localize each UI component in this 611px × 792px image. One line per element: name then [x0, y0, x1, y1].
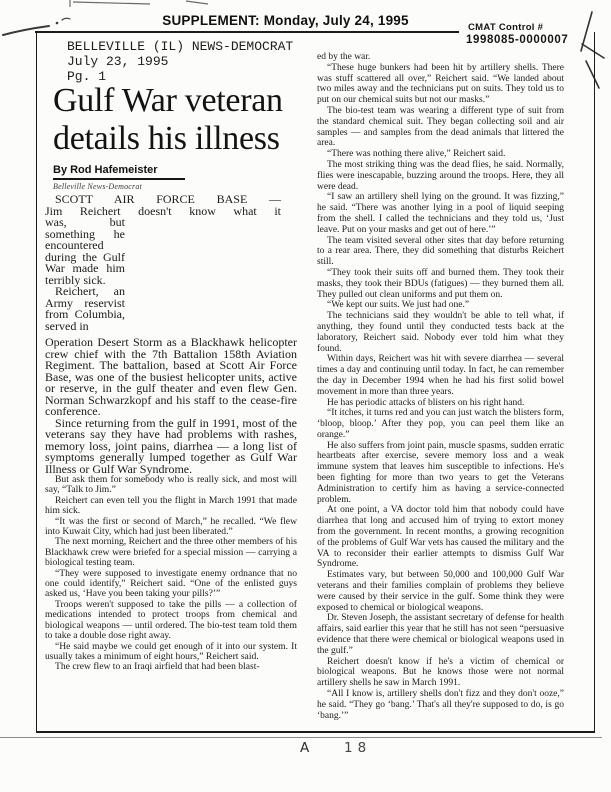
article-paragraph: Reichert can even tell you the flight in March 1991 that made him sick. — [45, 494, 297, 517]
article-paragraph: Jim Reichert doesn't know what it — [45, 203, 281, 218]
source-info-block — [67, 39, 293, 85]
byline: By Rod Hafemeister — [53, 164, 158, 176]
article-paragraph: The most striking thing was the dead flies, he said. Normally, flies were inescapable, buzzing around the troops. Here, they all were dead. — [317, 159, 564, 192]
narrow-text-column — [45, 217, 125, 332]
scan-edge-artifacts — [70, 0, 208, 7]
article-paragraph: Within days, Reichert was hit with severe diarrhea — several times a day and continuing until today. In fact, he can remember the day in December 1994 when he had his first solid bowel movement in more than three years. — [317, 354, 564, 397]
photo-wrap-region — [45, 217, 281, 337]
article-paragraph: The next morning, Reichert and the three other members of his Blackhawk crew were briefed for a special mission — carrying a biological testing team. — [45, 536, 297, 569]
source-name: BELLEVILLE (IL) NEWS-DEMOCRAT — [67, 39, 294, 54]
article-paragraph: “All I know is, artillery shells don't fizz and they don't ooze,” he said. “They go ‘bang.’ That's all they're supposed to do, is go ‘bang.’” — [317, 689, 564, 721]
article-paragraph: The bio-test team was wearing a different type of suit from the standard chemical suit. They began collecting soil and air samples — and samples from the dead animals that littered the area. — [317, 105, 564, 149]
right-column — [317, 52, 564, 721]
headline — [53, 82, 283, 158]
headline-line-2: details his illness — [53, 120, 280, 157]
article-paragraph: Estimates vary, but between 50,000 and 100,000 Gulf War veterans and their families complain of problems they believe were caused by their service in the gulf. Some think they were exposed to chemical or biological weapons. — [317, 570, 564, 613]
cmat-label: CMAT Control # — [468, 22, 544, 33]
article-paragraph: Dr. Steven Joseph, the assistant secretary of defense for health affairs, said earlier this year that he still has not seen “persuasive evidence that there were chemical or biological weapons used in the gulf.” — [317, 613, 564, 656]
article-paragraph: “There was nothing there alive,” Reichert said. — [327, 149, 506, 160]
scan-bottom-line — [0, 737, 602, 738]
article-paragraph: But ask them for somebody who is really sick, and most will say, “Talk to Jim.” — [45, 474, 297, 496]
lede-section — [45, 194, 297, 475]
article-paragraph: The technicians said they wouldn't be able to tell what, if anything, they found until they conducted tests back at the laboratory, Reichert said. Nobody ever told him what they found. — [317, 311, 564, 354]
source-page: Pg. 1 — [67, 69, 107, 85]
left-column — [45, 194, 297, 673]
article-paragraph: “He said maybe we could get enough of it into our system. It usually takes a minimum of eight hours,” Reichert said. — [45, 640, 297, 662]
article-paragraph: At one point, a VA doctor told him that nobody could have diarrhea that long and accused him of trying to extort money from the government. In recent months, a growing recognition of the problems of Gulf War vets has caused the military and the VA to reconsider their earlier attempts to dismiss Gulf War Syndrome. — [317, 505, 564, 570]
article-paragraph: Reichert doesn't know if he's a victim of chemical or biological weapons. But he knows those were not normal artillery shells he saw in March 1991. — [317, 656, 564, 689]
article-paragraph: The team visited several other sites that day before returning to a rear area. There, they did something that disturbs Reichert still. — [317, 235, 564, 268]
article-paragraph: “They took their suits off and burned them. They took their masks, they took their BDUs (fatigues) — they burned them all. They pulled out clean uniforms and put them on. — [317, 267, 564, 300]
article-paragraph: “They were supposed to investigate enemy ordnance that no one could identify,” Reichert said. “One of the enlisted guys asked us, ‘Have you been taking your pills?’” — [45, 567, 297, 600]
article-paragraph: “I saw an artillery shell lying on the ground. It was fizzing,” he said. “There was another lying in a pool of liquid seeping from the shell. I called the technicians and they told us, ‘Just leave. Put on your masks and get out of here.’” — [317, 192, 564, 235]
photo-removed-area — [125, 217, 281, 337]
article-paragraph: “We kept our suits. We just had one.” — [327, 300, 470, 311]
article-paragraph: SCOTT AIR FORCE BASE — — [55, 192, 281, 206]
article-paragraph: The crew flew to an Iraqi airfield that had been blast- — [55, 661, 260, 673]
byline-rule — [53, 178, 185, 180]
source-date: July 23, 1995 — [67, 54, 169, 70]
article-paragraph: He has periodic attacks of blisters on his right hand. — [327, 397, 525, 408]
page-marker-letter: A — [300, 740, 310, 756]
article-paragraph: ed by the war. — [317, 52, 371, 62]
byline-block — [53, 164, 185, 191]
page-marker-number: 18 — [344, 740, 372, 756]
supplement-banner: SUPPLEMENT: Monday, July 24, 1995 — [162, 13, 409, 28]
left-column-paragraphs — [45, 475, 297, 673]
article-paragraph: “It itches, it turns red and you can just watch the blisters form, ‘bloop, bloop.’ After they pop, you can peel them like an orange.” — [317, 408, 564, 440]
article-paragraph: Troops weren't supposed to take the pills — a collection of medications intended to protect troops from chemical and biological weapons — until ordered. The bio-test team told them to take a double dose right away. — [45, 598, 297, 642]
article-paragraph: “It was the first or second of March,” he recalled. “We flew into Kuwait City, which had just been liberated.” — [45, 515, 297, 538]
headline-line-1: Gulf War veteran — [53, 82, 283, 119]
byline-credit: Belleville News-Democrat — [53, 182, 142, 191]
article-paragraph: Since returning from the gulf in 1991, most of the veterans say they have had problems with rashes, memory loss, joint pains, diarrhea — a long list of symptoms generally lumped together as Gulf War Illness or Gulf War Syndrome. — [45, 415, 297, 476]
article-paragraph: Reichert, an Army reservist from Columbia, served in — [45, 284, 125, 333]
cmat-number: 1998085-0000007 — [466, 34, 569, 46]
article-paragraph: Operation Desert Storm as a Blackhawk helicopter crew chief with the 7th Battalion 158th Aviation Regiment. The battalion, based at Scott Air Force Base, was one of the busiest helicopter units, active or reserve, in the gulf theater and even flew Gen. Norman Schwarzkopf and his staff to the cease-fire conference. — [45, 335, 297, 418]
right-column-paragraphs — [317, 63, 564, 722]
article-paragraph: “These huge bunkers had been hit by artillery shells. There was stuff scattered all over,” Reichert said. “We landed about two miles away and the technicians put on suits. They told us to put on our chemical suits but not our masks.” — [317, 62, 564, 106]
article-paragraph: He also suffers from joint pain, muscle spasms, sudden erratic heartbeats after exercise, severe memory loss and a weak immune system that leaves him susceptible to infections. He's been fighting for more than two years to get the Veterans Administration to certify him as having a service-connected problem. — [317, 440, 564, 505]
article-paragraph: was, but something he encountered during the Gulf War made him terribly sick. — [45, 215, 125, 287]
